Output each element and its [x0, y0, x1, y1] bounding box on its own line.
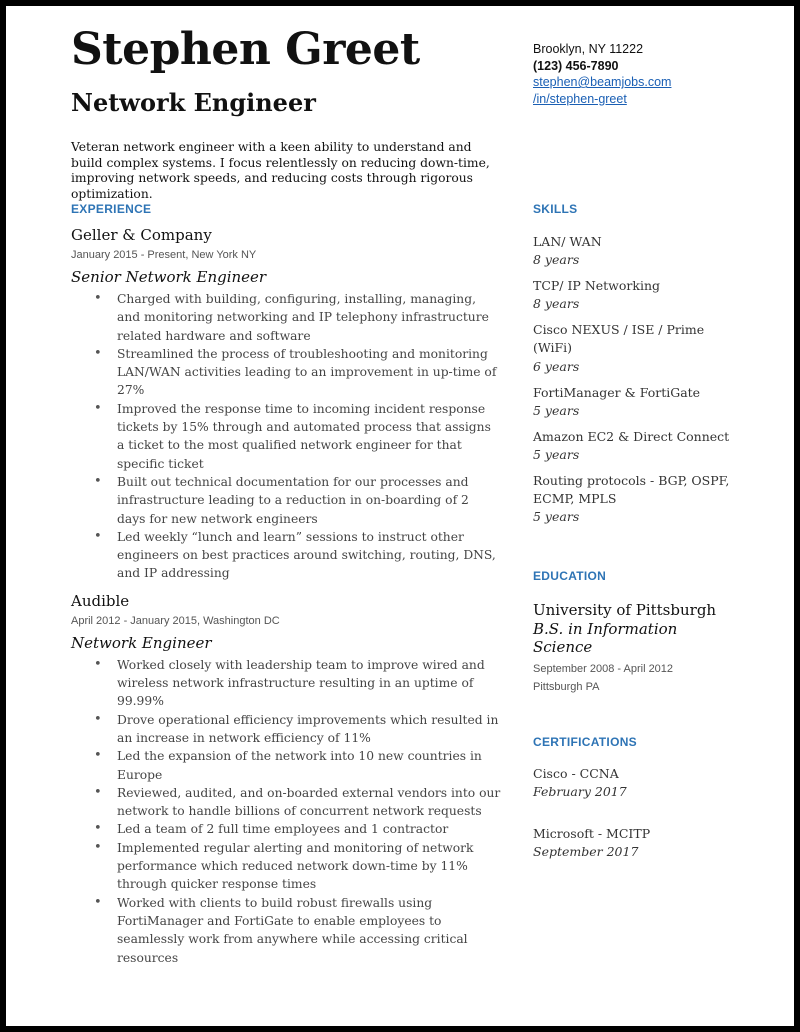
skill-name: TCP/ IP Networking [533, 278, 661, 294]
job-bullet: • Led a team of 2 full time employees and 1 contractor [71, 820, 501, 838]
job-title: Network Engineer [71, 88, 316, 117]
certifications-heading: CERTIFICATIONS [533, 735, 637, 749]
job-role: Senior Network Engineer [71, 268, 267, 286]
cert-item [533, 765, 733, 802]
skill-name: Routing protocols - BGP, OSPF, ECMP, MPLS [533, 472, 730, 507]
edu-dates: September 2008 - April 2012 [533, 663, 674, 675]
skill-item [533, 233, 733, 270]
job-bullets [71, 290, 501, 583]
edu-school: University of Pittsburgh [533, 601, 717, 619]
candidate-name: Stephen Greet [71, 24, 420, 75]
cert-date: September 2017 [533, 843, 639, 859]
edu-location: Pittsburgh PA [533, 681, 600, 693]
skill-years: 5 years [533, 509, 580, 525]
skill-years: 8 years [533, 296, 580, 312]
job-bullet: • Implemented regular alerting and monitoring of network performance which reduced network down-time by 11% through quicker response times [71, 839, 501, 894]
skills-section [533, 233, 733, 534]
resume-page [6, 6, 794, 1026]
job-bullet: • Worked closely with leadership team to improve wired and wireless network infrastructure resulting in an uptime of 99.99% [71, 656, 501, 711]
skill-name: LAN/ WAN [533, 234, 602, 249]
skill-item [533, 472, 733, 527]
contact-location: Brooklyn, NY 11222 [533, 42, 644, 56]
job-bullet: • Reviewed, audited, and on-boarded external vendors into our network to handle billions of concurrent network requests [71, 784, 501, 821]
job-bullet: • Charged with building, configuring, installing, managing, and monitoring networking and IP telephony infrastructure related hardware and software [71, 290, 501, 345]
summary: Veteran network engineer with a keen ability to understand and build complex systems. I focus relentlessly on reducing down-time, improving network speeds, and reducing costs through rigorous optimization. [71, 140, 490, 201]
job-bullet: • Drove operational efficiency improvements which resulted in an increase in network efficiency of 11% [71, 711, 501, 748]
edu-degree: B.S. in Information Science [533, 620, 678, 656]
skill-item [533, 277, 733, 314]
job-bullets [71, 656, 501, 967]
skill-item [533, 384, 733, 421]
skill-item [533, 428, 733, 465]
skill-years: 5 years [533, 402, 580, 418]
job-dates: January 2015 - Present, New York NY [71, 249, 257, 261]
contact-block [533, 41, 671, 107]
job-bullet: • Led weekly “lunch and learn” sessions to instruct other engineers on best practices around switching, routing, DNS, and IP addressing [71, 528, 501, 583]
contact-phone: (123) 456-7890 [533, 58, 619, 73]
education-heading: EDUCATION [533, 569, 607, 583]
skill-years: 8 years [533, 252, 580, 268]
skill-item [533, 321, 733, 376]
cert-name: Cisco - CCNA [533, 766, 619, 781]
skill-name: FortiManager & FortiGate [533, 384, 701, 400]
job-bullet: • Improved the response time to incoming incident response tickets by 15% through and automated process that assigns a ticket to the most qualified network engineer for that specific ticket [71, 400, 501, 473]
education-section [533, 600, 733, 696]
cert-date: February 2017 [533, 784, 627, 800]
job-bullet: • Led the expansion of the network into 10 new countries in Europe [71, 747, 501, 784]
job-dates: April 2012 - January 2015, Washington DC [71, 614, 280, 627]
job-entry [71, 590, 501, 967]
job-role: Network Engineer [71, 633, 212, 652]
experience-section [71, 224, 501, 967]
job-bullet: • Streamlined the process of troubleshooting and monitoring LAN/WAN activities leading to an improvement in up-time of 27% [71, 345, 501, 400]
skill-years: 6 years [533, 358, 580, 374]
experience-heading: EXPERIENCE [71, 202, 152, 216]
cert-item [533, 825, 733, 862]
skill-name: Cisco NEXUS / ISE / Prime (WiFi) [533, 322, 705, 356]
certifications-section [533, 765, 733, 884]
job-bullet: • Worked with clients to build robust firewalls using FortiManager and FortiGate to enable employees to seamlessly work from anywhere while accessing critical resources [71, 894, 501, 967]
skill-years: 5 years [533, 446, 580, 462]
skills-heading: SKILLS [533, 202, 578, 216]
job-company: Audible [71, 591, 130, 610]
skill-name: Amazon EC2 & Direct Connect [533, 428, 730, 444]
contact-email-link[interactable]: stephen@beamjobs.com [533, 75, 672, 89]
cert-name: Microsoft - MCITP [533, 825, 651, 841]
job-entry [71, 224, 501, 583]
job-company: Geller & Company [71, 226, 212, 244]
contact-linkedin-link[interactable]: /in/stephen-greet [533, 91, 627, 106]
job-bullet: • Built out technical documentation for our processes and infrastructure leading to a reduction in on-boarding of 2 days for new network engineers [71, 473, 501, 528]
